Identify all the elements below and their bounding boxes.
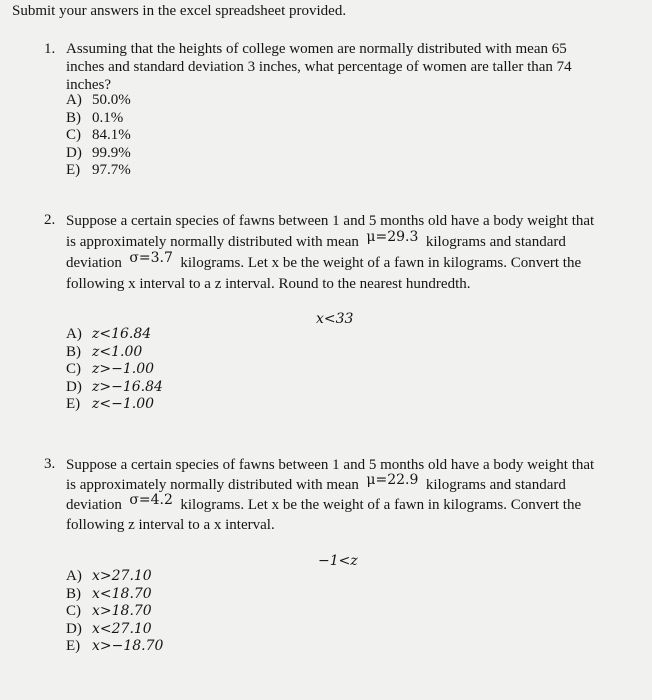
- q2-interval: x<33: [316, 311, 354, 327]
- q3-options: [66, 568, 163, 656]
- answer-option-a[interactable]: A) 50.0%: [66, 92, 131, 108]
- answer-option-b[interactable]: B) z<1.00: [66, 343, 143, 360]
- question-line: inches?: [66, 77, 111, 93]
- answer-option-c[interactable]: C) x>18.70: [66, 603, 152, 619]
- question-line: following z interval to a x interval.: [66, 517, 275, 533]
- question-number: 3.: [44, 456, 56, 472]
- question-number: 1.: [44, 41, 56, 57]
- answer-option-e[interactable]: E) z<−1.00: [66, 396, 155, 412]
- bleed-through-mark: [470, 96, 473, 108]
- sd-value: σ=3.7: [129, 250, 173, 266]
- sd-value: σ=4.2: [129, 492, 173, 508]
- mean-value: μ=29.3: [366, 229, 419, 245]
- answer-option-b[interactable]: B) x<18.70: [66, 585, 152, 602]
- question-text: [66, 455, 594, 535]
- answer-option-a[interactable]: A) x>27.10: [66, 568, 152, 584]
- answer-option-d[interactable]: D) x<27.10: [66, 620, 152, 637]
- answer-option-e[interactable]: E) 97.7%: [66, 162, 131, 178]
- question-line: Suppose a certain species of fawns between 1 and 5 months old have a body weight that: [66, 457, 595, 473]
- question-line: is approximately normally distributed with mean μ=22.9 kilograms and standard: [66, 472, 566, 493]
- question-line: deviation σ=3.7 kilograms. Let x be the weight of a fawn in kilograms. Convert the: [66, 250, 582, 271]
- question-line: following x interval to a z interval. Round to the nearest hundredth.: [66, 276, 471, 292]
- q3-interval: −1<z: [318, 553, 358, 569]
- q1-options: [66, 92, 131, 180]
- answer-option-c[interactable]: C) 84.1%: [66, 127, 131, 143]
- question-line: Assuming that the heights of college women are normally distributed with mean 65: [66, 41, 567, 57]
- question-line: is approximately normally distributed with mean μ=29.3 kilograms and standard: [66, 229, 566, 250]
- question-number: 2.: [44, 212, 56, 228]
- question-line: deviation σ=4.2 kilograms. Let x be the weight of a fawn in kilograms. Convert the: [66, 492, 582, 513]
- mean-value: μ=22.9: [366, 472, 419, 488]
- question-line: Suppose a certain species of fawns between 1 and 5 months old have a body weight that: [66, 213, 595, 229]
- question-text: [66, 40, 572, 94]
- question-line: inches and standard deviation 3 inches, what percentage of women are taller than 74: [66, 59, 572, 75]
- answer-option-d[interactable]: D) 99.9%: [66, 144, 131, 161]
- answer-option-e[interactable]: E) x>−18.70: [66, 638, 164, 654]
- instructions-header: Submit your answers in the excel spreadsheet provided.: [12, 3, 347, 19]
- q2-options: [66, 326, 163, 414]
- answer-option-d[interactable]: D) z>−16.84: [66, 378, 163, 395]
- answer-option-b[interactable]: B) 0.1%: [66, 109, 124, 126]
- answer-option-c[interactable]: C) z>−1.00: [66, 361, 155, 377]
- question-text: [66, 211, 594, 295]
- answer-option-a[interactable]: A) z<16.84: [66, 326, 152, 342]
